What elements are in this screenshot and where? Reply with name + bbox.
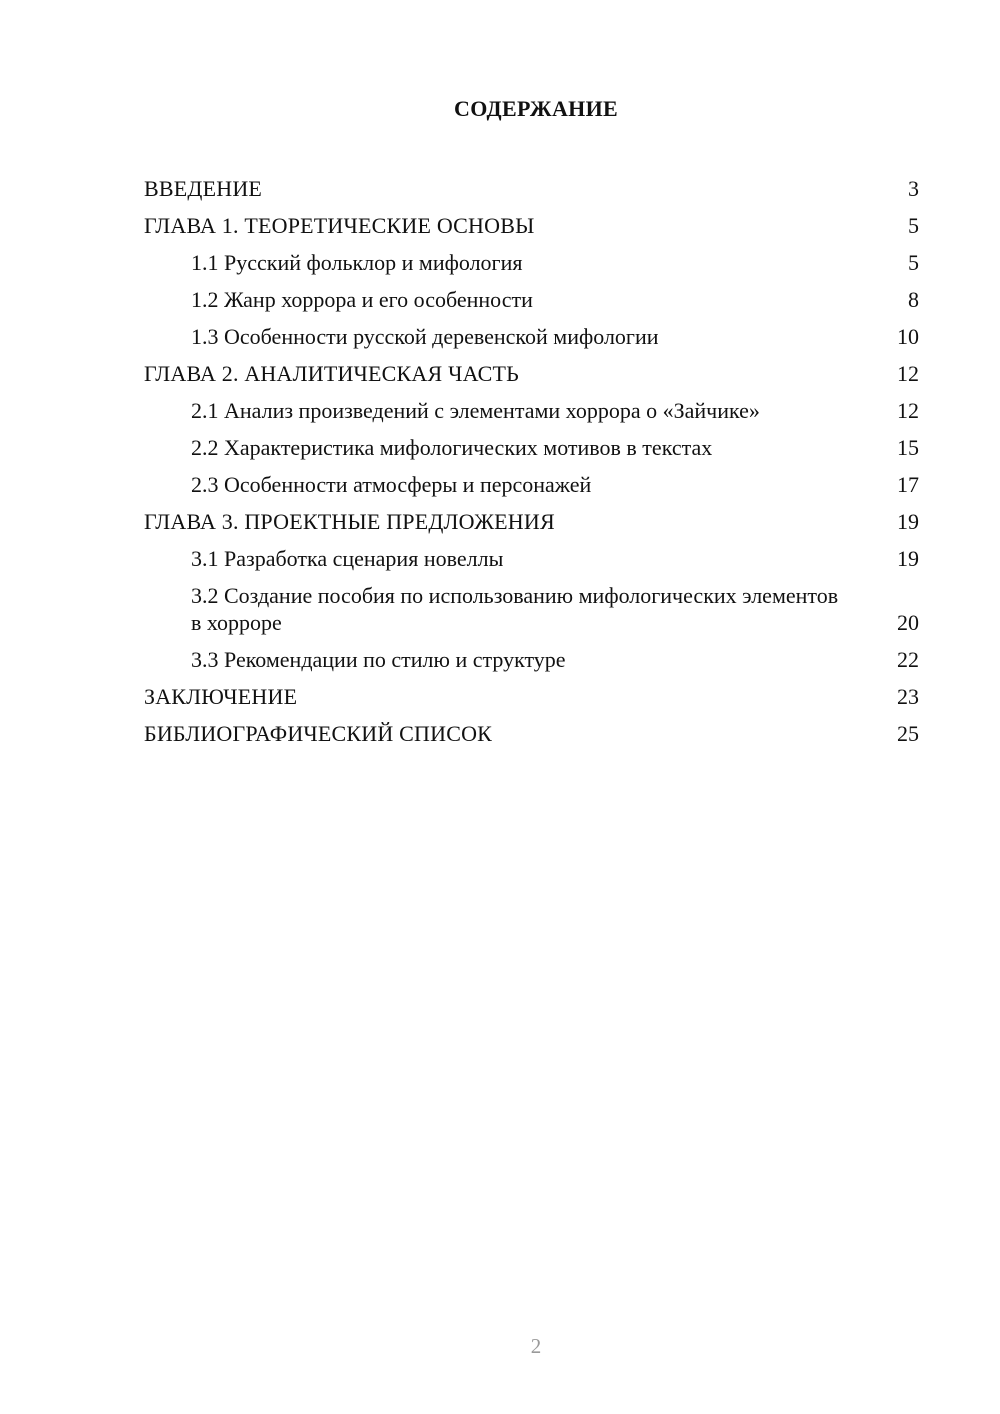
toc-entry-page: 12 (897, 398, 919, 423)
toc-entry-page: 25 (897, 721, 919, 746)
toc-title: СОДЕРЖАНИЕ (454, 96, 618, 121)
toc-entry-text: ГЛАВА 3. ПРОЕКТНЫЕ ПРЕДЛОЖЕНИЯ (144, 509, 555, 534)
toc-entry-section-2-3 (144, 466, 919, 503)
toc-entry-bibliography (144, 715, 919, 752)
toc-entry-section-2-1 (144, 392, 919, 429)
toc-entry-page: 23 (897, 684, 919, 709)
toc-entry-section-2-2 (144, 429, 919, 466)
toc-entry-text: БИБЛИОГРАФИЧЕСКИЙ СПИСОК (144, 721, 493, 746)
toc-entry-page: 19 (897, 546, 919, 571)
toc-entry-text: 1.2 Жанр хоррора и его особенности (191, 287, 533, 312)
table-of-contents (144, 170, 919, 752)
toc-entry-text: 2.3 Особенности атмосферы и персонажей (191, 472, 592, 497)
toc-entry-text: 2.2 Характеристика мифологических мотивов в текстах (191, 435, 713, 460)
page-number: 2 (530, 1334, 542, 1358)
toc-entry-page: 17 (897, 472, 919, 497)
toc-entry-page: 5 (908, 250, 919, 275)
toc-entry-section-3-1 (144, 540, 919, 577)
toc-entry-page: 5 (908, 213, 919, 238)
toc-entry-text: 2.1 Анализ произведений с элементами хоррора о «Зайчике» (191, 398, 760, 423)
toc-entry-text: ГЛАВА 1. ТЕОРЕТИЧЕСКИЕ ОСНОВЫ (144, 213, 535, 238)
toc-entry-page: 8 (908, 287, 919, 312)
toc-entry-text: 1.1 Русский фольклор и мифология (191, 250, 523, 275)
toc-entry-page: 12 (897, 361, 919, 386)
toc-entry-page: 20 (897, 610, 919, 635)
toc-entry-page: 10 (897, 324, 919, 349)
toc-entry-chapter-1 (144, 207, 919, 244)
toc-entry-chapter-3 (144, 503, 919, 540)
toc-entry-page: 15 (897, 435, 919, 460)
toc-entry-text: 1.3 Особенности русской деревенской мифологии (191, 324, 659, 349)
toc-entry-section-1-2 (144, 281, 919, 318)
toc-entry-text: 3.1 Разработка сценария новеллы (191, 546, 504, 571)
toc-entry-text: 3.3 Рекомендации по стилю и структуре (191, 647, 566, 672)
toc-entry-page: 22 (897, 647, 919, 672)
toc-entry-section-3-3 (144, 641, 919, 678)
toc-entry-chapter-2 (144, 355, 919, 392)
toc-entry-text: ЗАКЛЮЧЕНИЕ (144, 684, 298, 709)
toc-entry-section-1-1 (144, 244, 919, 281)
toc-entry-text: ВВЕДЕНИЕ (144, 176, 263, 201)
toc-entry-page: 3 (908, 176, 919, 201)
toc-entry-section-1-3 (144, 318, 919, 355)
toc-entry-text: ГЛАВА 2. АНАЛИТИЧЕСКАЯ ЧАСТЬ (144, 361, 519, 386)
toc-entry-text: 3.2 Создание пособия по использованию мифологических элементов в хорроре (191, 583, 839, 635)
toc-entry-conclusion (144, 678, 919, 715)
toc-entry-introduction (144, 170, 919, 207)
toc-entry-page: 19 (897, 509, 919, 534)
toc-entry-section-3-2 (144, 577, 919, 641)
